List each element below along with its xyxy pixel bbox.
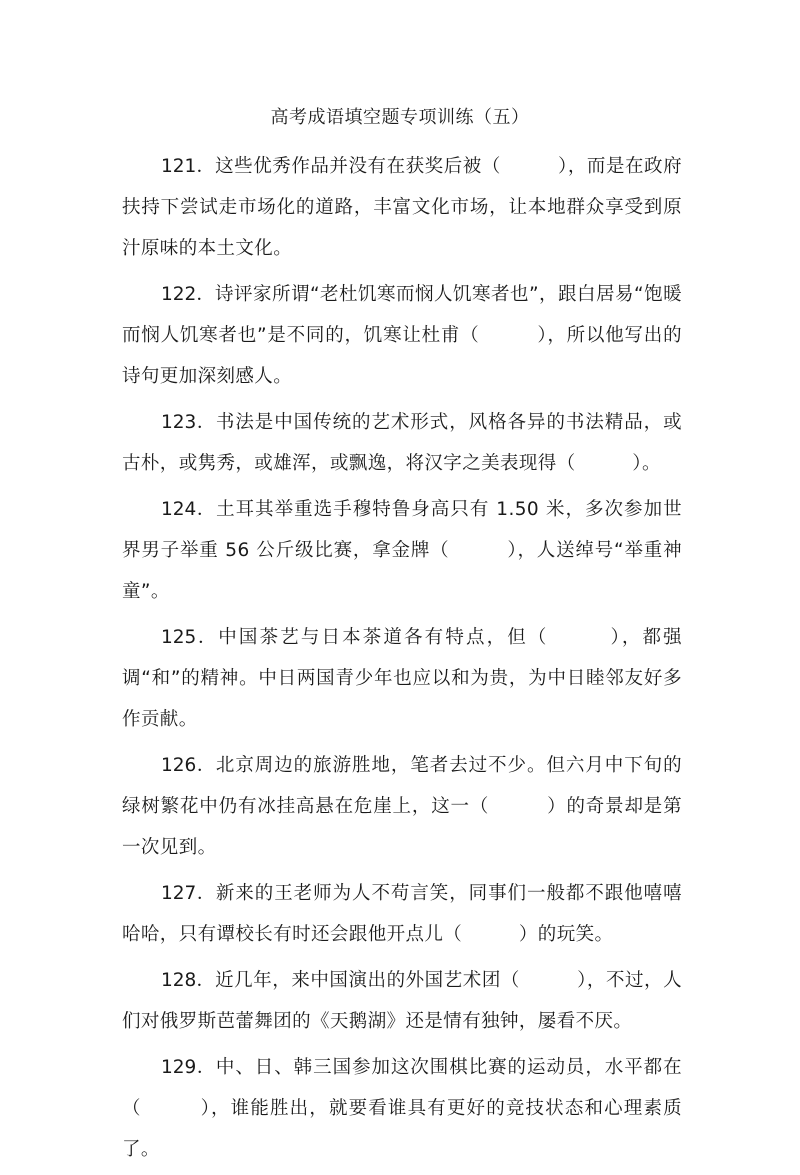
question-number: 123． — [161, 412, 216, 433]
question-number: 124． — [161, 499, 217, 520]
question-text: 中国茶艺与日本茶道各有特点，但（ ），都强调“和”的精神。中日两国青少年也应以和为贵，为中日睦邻友好多作贡献。 — [122, 627, 683, 730]
question-item — [122, 617, 682, 740]
question-item — [122, 489, 682, 612]
question-number: 125． — [161, 627, 219, 648]
question-item — [122, 873, 682, 955]
question-item — [122, 1047, 682, 1170]
page-title: 高考成语填空题专项训练（五） — [270, 107, 530, 128]
question-number: 127． — [161, 883, 216, 904]
question-item — [122, 146, 682, 269]
question-item — [122, 960, 682, 1042]
question-text: 中、日、韩三国参加这次围棋比赛的运动员，水平都在（ ），谁能胜出，就要看谁具有更好的竞技状态和心理素质了。 — [122, 1057, 683, 1160]
question-item — [122, 274, 682, 397]
question-text: 北京周边的旅游胜地，笔者去过不少。但六月中下旬的绿树繁花中仍有冰挂高悬在危崖上，这一（ ）的奇景却是第一次见到。 — [122, 755, 683, 858]
question-item — [122, 402, 682, 484]
question-number: 122． — [161, 284, 215, 305]
question-number: 126． — [161, 755, 216, 776]
question-text: 土耳其举重选手穆特鲁身高只有 1.50 米，多次参加世界男子举重 56 公斤级比赛，拿金牌（ ），人送绰号“举重神童”。 — [122, 499, 682, 602]
question-number: 129． — [161, 1057, 216, 1078]
question-item — [122, 745, 682, 868]
question-text: 诗评家所谓“老杜饥寒而悯人饥寒者也”，跟白居易“饱暖而悯人饥寒者也”是不同的，饥寒让杜甫（ ），所以他写出的诗句更加深刻感人。 — [122, 284, 682, 387]
question-text: 新来的王老师为人不苟言笑，同事们一般都不跟他嘻嘻哈哈，只有谭校长有时还会跟他开点儿（ ）的玩笑。 — [122, 883, 683, 945]
question-number: 121． — [161, 156, 216, 177]
question-list — [122, 146, 682, 1175]
question-text: 近几年，来中国演出的外国艺术团（ ），不过，人们对俄罗斯芭蕾舞团的《天鹅湖》还是情有独钟，屡看不厌。 — [122, 970, 682, 1032]
question-text: 这些优秀作品并没有在获奖后被（ ），而是在政府扶持下尝试走市场化的道路，丰富文化市场，让本地群众享受到原汁原味的本土文化。 — [122, 156, 682, 259]
question-number: 128． — [161, 970, 216, 991]
question-text: 书法是中国传统的艺术形式，风格各异的书法精品，或古朴，或隽秀，或雄浑，或飘逸，将汉字之美表现得（ ）。 — [122, 412, 683, 474]
